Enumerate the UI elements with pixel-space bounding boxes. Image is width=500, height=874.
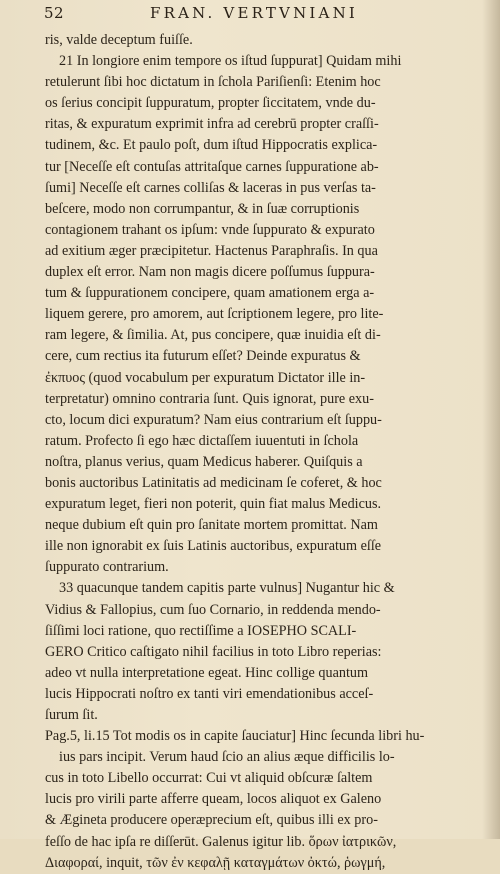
text-line: ſumi] Neceſſe eſt carnes colliſas & laceras in pus verſas ta- [45,179,376,196]
text-line: Vidius & Fallopius, cum ſuo Cornario, in reddenda mendo- [45,601,381,618]
text-line: lucis Hippocrati noſtro ex tanti viri emendationibus acceſ- [45,685,374,702]
text-line: 21 In longiore enim tempore os iſtud ſuppurat] Quidam mihi [59,53,402,70]
text-line: ἐκπυος (quod vocabulum per expuratum Dictator ille in- [45,369,366,386]
text-line: cto, locum dici expuratum? Nam eius contrarium eſt ſuppu- [45,411,382,428]
text-line: lucis pro virili parte afferre queam, locos aliquot ex Galeno [45,791,382,808]
text-line: cere, cum rectius ita futurum eſſet? Deinde expuratus & [45,348,361,365]
text-line: tur [Neceſſe eſt contuſas attritaſque carnes ſuppuratione ab- [45,158,379,175]
text-line: tudinem, &c. Et paulo poſt, dum iſtud Hippocratis explica- [45,137,378,154]
text-line: duplex eſt error. Nam non magis dicere poſſumus ſuppura- [45,264,375,281]
text-line: tum & ſuppurationem concipere, quam amationem erga a- [45,285,375,302]
text-line: ſiſſimi loci ratione, quo rectiſſime a IOSEPHO SCALI- [45,622,357,639]
text-line: os ſerius concipit ſuppuratum, propter ſiccitatem, vnde du- [45,95,376,112]
text-line: ſuppurato contrarium. [45,559,169,576]
text-line: ius pars incipit. Verum haud ſcio an alius æque difficilis lo- [59,749,395,766]
text-line: ritas, & expuratum exprimit infra ad cerebrū propter craſſi- [45,116,379,133]
text-line: Pag.5, li.15 Tot modis os in capite ſauciatur] Hinc ſecunda libri hu- [45,728,425,745]
text-line: bonis auctoribus Latinitatis ad medicinam ſe coferet, & hoc [45,474,382,491]
text-line: ille non ignorabit ex ſuis Latinis auctoribus, expuratum eſſe [45,538,382,555]
text-line: ratum. Profecto ſi ego hæc dictaſſem iuuentuti in ſchola [45,432,359,449]
text-line: 33 quacunque tandem capitis parte vulnus] Nugantur hic & [59,580,395,597]
text-line: ad exitium æger præcipitetur. Hactenus Paraphraſis. In qua [45,242,378,259]
page-edge-shadow [482,0,500,839]
text-line: noſtra, planus verius, quam Medicus haberer. Quiſquis a [45,453,363,470]
text-line: neque dubium eſt quin pro ſanitate mortem promittat. Nam [45,517,378,534]
text-line: Διαφοραί, inquit, τῶν ἐν κεφαλῇ καταγμάτων ὀκτώ, ῥωγμή, [45,854,386,871]
text-line: ram legere, & ſimilia. At, pus concipere, quæ inuidia eſt di- [45,327,381,344]
text-line: GERO Critico caſtigato nihil facilius in toto Libro reperias: [45,643,382,660]
text-line: retulerunt ſibi hoc dictatum in ſchola Pariſienſi: Etenim hoc [45,74,381,91]
text-line: contagionem trahant os ipſum: vnde ſuppurato & expurato [45,221,375,238]
text-line: terpretatur) omnino contraria ſunt. Quis ignorat, pure exu- [45,390,374,407]
text-line: feſſo de hac ipſa re diſſerūt. Galenus igitur lib. ὅρων ἰατρικῶν, [45,833,397,850]
text-line: ſurum ſit. [45,707,98,723]
text-line: expuratum leget, fieri non poterit, quin fiat malus Medicus. [45,496,382,513]
text-line: & Ægineta producere operæprecium eſt, quibus illi ex pro- [45,812,378,829]
text-line: ris, valde deceptum fuiſſe. [45,32,193,48]
running-head: FRAN. VERTVNIANI [150,4,359,22]
text-line: liquem gerere, pro amorem, aut ſcriptionem legere, pro lite- [45,306,384,323]
text-line: adeo vt nulla interpretatione egeat. Hinc collige quantum [45,664,369,681]
text-line: beſcere, modo non corrumpantur, & in ſuæ corruptionis [45,200,360,217]
body-text [45,30,480,874]
text-line: cus in toto Libello occurrat: Cui vt aliquid obſcuræ ſaltem [45,770,373,787]
page-number: 52 [44,4,65,22]
